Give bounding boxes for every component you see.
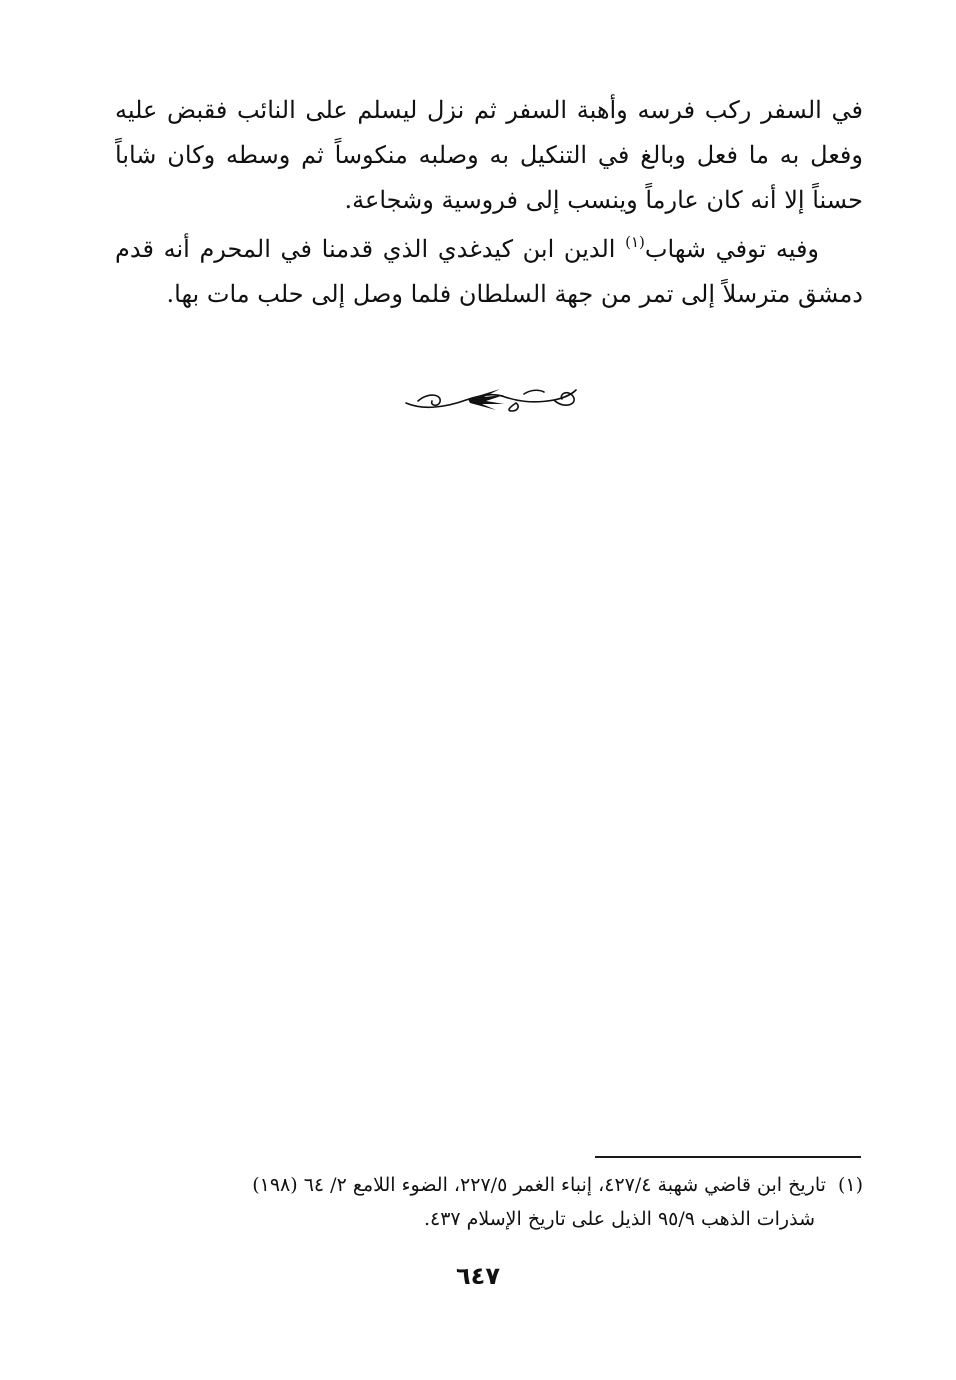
- paragraph-2-rest: الدين ابن كيدغدي الذي قدمنا في المحرم أنه قدم دمشق مترسلاً إلى تمر من جهة السلطان فلما وصل إلى حلب مات بها.: [115, 235, 863, 308]
- page-number: ٦٤٧: [456, 1262, 500, 1290]
- footnote-1: [112, 1168, 863, 1202]
- footnote-number: (١): [837, 1174, 863, 1196]
- paragraph-2-start: وفيه توفي شهاب: [644, 235, 820, 263]
- footnote-separator: [595, 1156, 861, 1158]
- main-text: [115, 88, 863, 317]
- paragraph-2: [115, 227, 863, 317]
- decorative-flourish-icon: [404, 384, 580, 414]
- footnote-1-text: تاريخ ابن قاضي شهبة ٤٢٧/٤، إنباء الغمر ٢٢٧/٥، الضوء اللامع ٢/ ٦٤ (١٩٨): [252, 1174, 826, 1196]
- footnote-reference: (١): [625, 233, 645, 251]
- paragraph-1: في السفر ركب فرسه وأهبة السفر ثم نزل ليسلم على النائب فقبض عليه وفعل به ما فعل وبالغ في التنكيل به وصلبه منكوساً ثم وسطه وكان شاباً حسناً إلا أنه كان عارماً وينسب إلى فروسية وشجاعة.: [115, 96, 863, 214]
- footnote-1-continuation: شذرات الذهب ٩٥/٩ الذيل على تاريخ الإسلام ٤٣٧.: [423, 1208, 815, 1230]
- footnotes: [112, 1168, 863, 1236]
